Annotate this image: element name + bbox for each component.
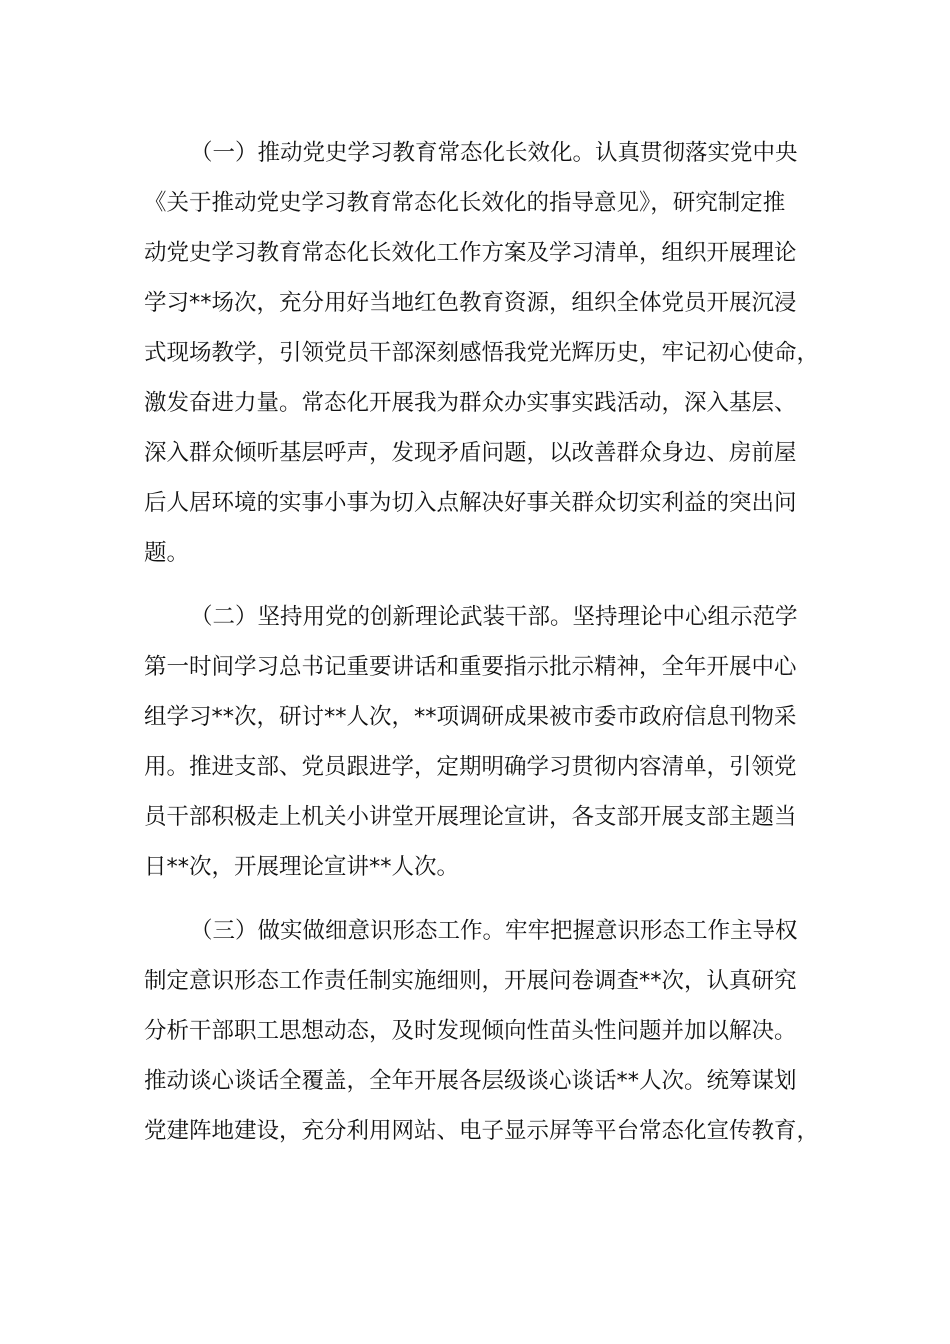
paragraph-line: 后人居环境的实事小事为切入点解决好事关群众切实利益的突出问 bbox=[144, 490, 797, 516]
paragraph-line: 学习**场次，充分用好当地红色教育资源，组织全体党员开展沉浸 bbox=[144, 290, 797, 316]
paragraph-spacer bbox=[144, 892, 834, 906]
paragraph-line: 组学习**次，研讨**人次，**项调研成果被市委市政府信息刊物采 bbox=[144, 704, 797, 730]
paragraph-line: 第一时间学习总书记重要讲话和重要指示批示精神，全年开展中心 bbox=[144, 654, 797, 680]
paragraph-line: （二）坚持用党的创新理论武装干部。坚持理论中心组示范学 bbox=[190, 604, 798, 630]
paragraph-line: 党建阵地建设，充分利用网站、电子显示屏等平台常态化宣传教育， bbox=[144, 1118, 820, 1144]
paragraph-line: 推动谈心谈话全覆盖，全年开展各层级谈心谈话**人次。统筹谋划 bbox=[144, 1068, 797, 1094]
paragraph-2 bbox=[144, 592, 834, 892]
paragraph-spacer bbox=[144, 578, 834, 592]
paragraph-line: 激发奋进力量。常态化开展我为群众办实事实践活动，深入基层、 bbox=[144, 390, 797, 416]
paragraph-line: （一）推动党史学习教育常态化长效化。认真贯彻落实党中央 bbox=[190, 140, 798, 166]
document-body bbox=[144, 128, 834, 1156]
paragraph-line: 分析干部职工思想动态，及时发现倾向性苗头性问题并加以解决。 bbox=[144, 1018, 797, 1044]
paragraph-line: 深入群众倾听基层呼声，发现矛盾问题，以改善群众身边、房前屋 bbox=[144, 440, 797, 466]
paragraph-line: 动党史学习教育常态化长效化工作方案及学习清单，组织开展理论 bbox=[144, 240, 797, 266]
paragraph-line: 日**次，开展理论宣讲**人次。 bbox=[144, 854, 460, 880]
paragraph-line: 题。 bbox=[144, 540, 190, 566]
paragraph-line: 用。推进支部、党员跟进学，定期明确学习贯彻内容清单，引领党 bbox=[144, 754, 797, 780]
paragraph-line: （三）做实做细意识形态工作。牢牢把握意识形态工作主导权 bbox=[190, 918, 798, 944]
paragraph-line: 《关于推动党史学习教育常态化长效化的指导意见》，研究制定推 bbox=[144, 190, 786, 216]
paragraph-3 bbox=[144, 906, 834, 1156]
paragraph-line: 式现场教学，引领党员干部深刻感悟我党光辉历史，牢记初心使命， bbox=[144, 340, 820, 366]
paragraph-line: 制定意识形态工作责任制实施细则，开展问卷调查**次，认真研究 bbox=[144, 968, 797, 994]
paragraph-line: 员干部积极走上机关小讲堂开展理论宣讲，各支部开展支部主题当 bbox=[144, 804, 797, 830]
paragraph-1 bbox=[144, 128, 834, 578]
